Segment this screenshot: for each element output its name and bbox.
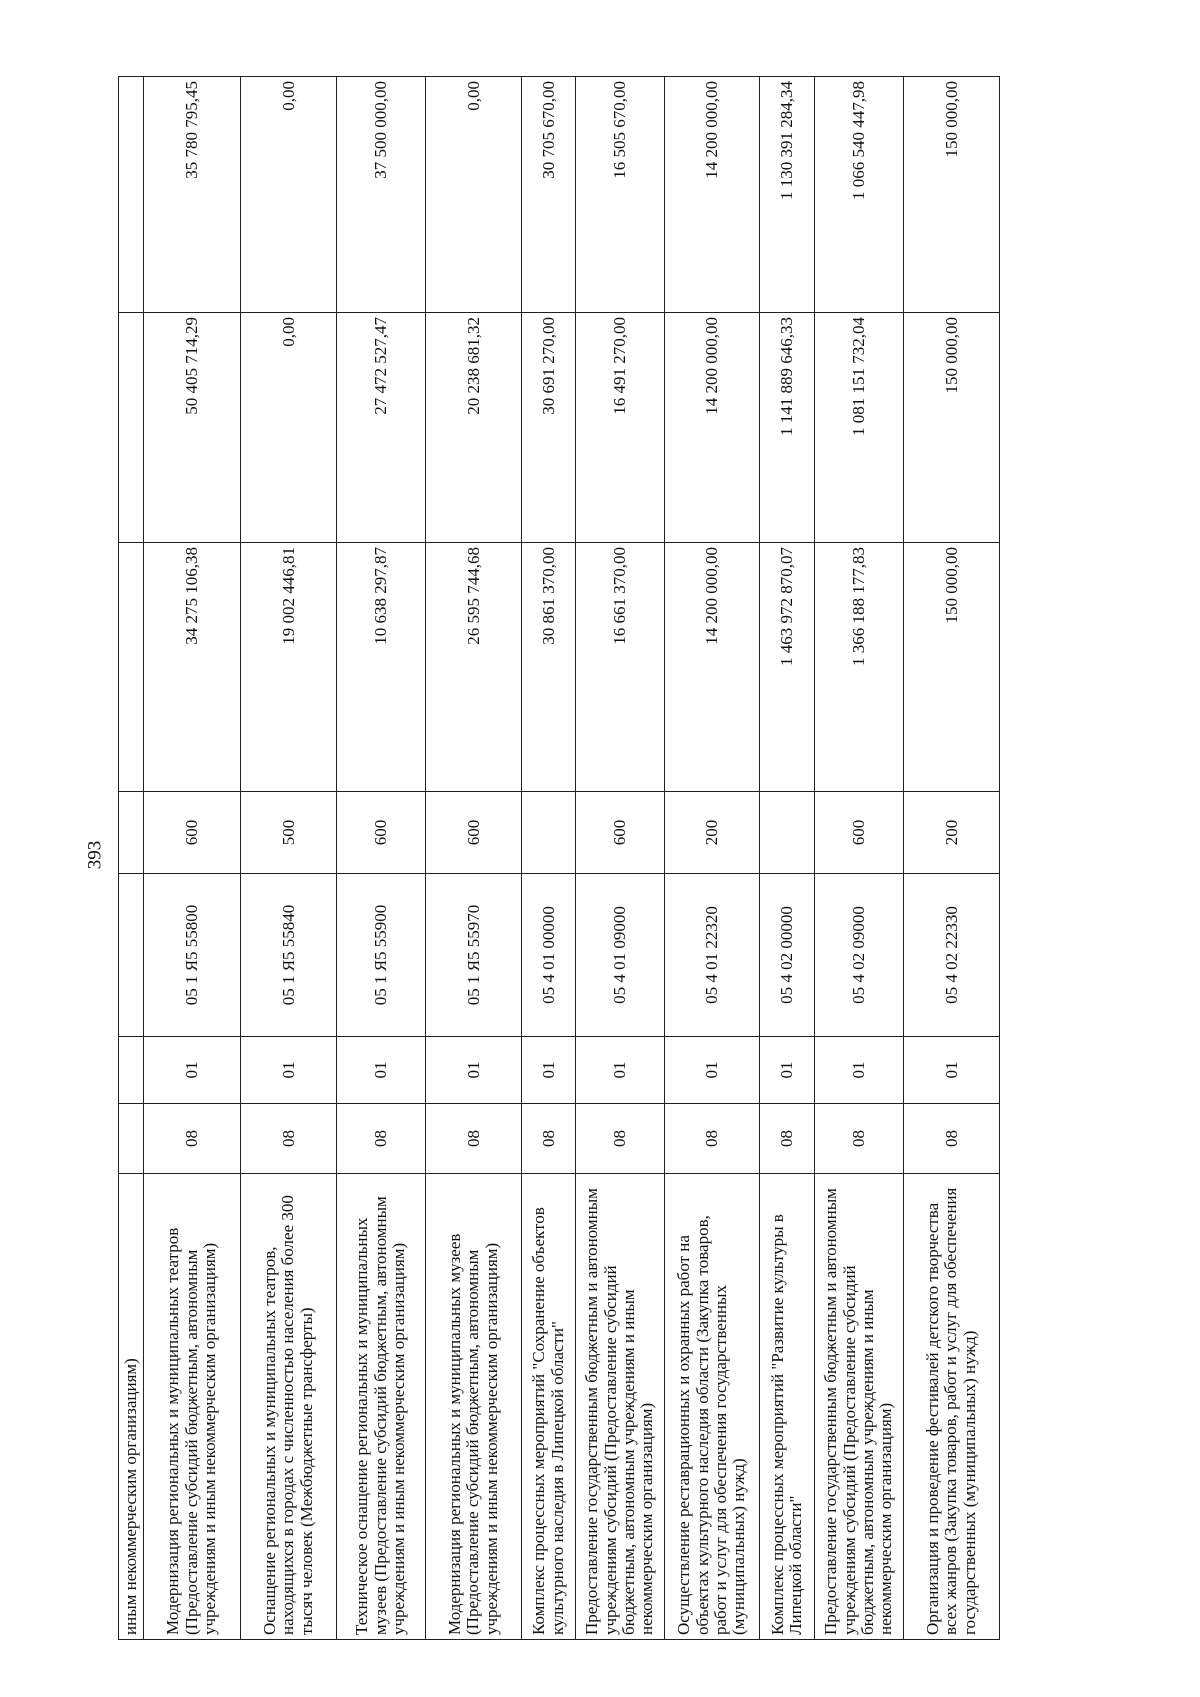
section-code-cell: 08	[522, 1104, 576, 1174]
target-article-cell: 05 4 02 00000	[760, 874, 815, 1037]
amount-year3-cell: 14 200 000,00	[665, 77, 760, 313]
empty-cell	[119, 77, 144, 313]
table-row	[904, 77, 1000, 1640]
expense-name-cell: Предоставление государственным бюджетным и автономным учреждениям субсидий (Предоставление субсидий бюджетным, автономным учреждениям и иным некоммерческим организациям)	[576, 1174, 665, 1640]
target-article-cell: 05 1 Я5 55900	[337, 874, 426, 1037]
amount-year2-cell: 150 000,00	[904, 313, 1000, 543]
target-article-cell: 05 4 02 09000	[815, 874, 904, 1037]
section-code-cell: 08	[904, 1104, 1000, 1174]
expense-type-cell: 500	[241, 792, 337, 874]
empty-cell	[119, 1037, 144, 1104]
table-row-continuation	[119, 77, 144, 1640]
table-row	[576, 77, 665, 1640]
expense-type-cell: 200	[665, 792, 760, 874]
expense-type-cell: 600	[576, 792, 665, 874]
amount-year2-cell: 1 081 151 732,04	[815, 313, 904, 543]
subsection-code-cell: 01	[815, 1037, 904, 1104]
subsection-code-cell: 01	[241, 1037, 337, 1104]
expense-type-cell: 600	[426, 792, 522, 874]
amount-year3-cell: 0,00	[426, 77, 522, 313]
amount-year3-cell: 0,00	[241, 77, 337, 313]
empty-cell	[119, 792, 144, 874]
expense-type-cell	[760, 792, 815, 874]
page-number	[80, 835, 110, 875]
amount-year2-cell: 16 491 270,00	[576, 313, 665, 543]
expense-name-cell: Организация и проведение фестивалей детского творчества всех жанров (Закупка товаров, работ и услуг для обеспечения государственных (муниципальных) нужд)	[904, 1174, 1000, 1640]
table-row	[426, 77, 522, 1640]
target-article-cell: 05 4 01 09000	[576, 874, 665, 1037]
expense-type-cell	[522, 792, 576, 874]
table-row	[144, 77, 241, 1640]
amount-year1-cell: 14 200 000,00	[665, 543, 760, 792]
amount-year1-cell: 30 861 370,00	[522, 543, 576, 792]
target-article-cell: 05 4 01 00000	[522, 874, 576, 1037]
target-article-cell: 05 4 01 22320	[665, 874, 760, 1037]
amount-year1-cell: 10 638 297,87	[337, 543, 426, 792]
amount-year2-cell: 14 200 000,00	[665, 313, 760, 543]
table-row	[241, 77, 337, 1640]
table-body	[119, 77, 1000, 1640]
expense-name-cell: Осуществление реставрационных и охранных работ на объектах культурного наследия области (Закупка товаров, работ и услуг для обеспечения государственных (муниципальных) нужд)	[665, 1174, 760, 1640]
table-row	[522, 77, 576, 1640]
table-row	[760, 77, 815, 1640]
amount-year1-cell: 16 661 370,00	[576, 543, 665, 792]
subsection-code-cell: 01	[760, 1037, 815, 1104]
section-code-cell: 08	[815, 1104, 904, 1174]
amount-year2-cell: 0,00	[241, 313, 337, 543]
empty-cell	[119, 313, 144, 543]
amount-year3-cell: 37 500 000,00	[337, 77, 426, 313]
page-number-text: 393	[84, 840, 105, 870]
section-code-cell: 08	[241, 1104, 337, 1174]
empty-cell	[119, 874, 144, 1037]
subsection-code-cell: 01	[522, 1037, 576, 1104]
amount-year2-cell: 30 691 270,00	[522, 313, 576, 543]
expense-type-cell: 600	[815, 792, 904, 874]
target-article-cell: 05 1 Я5 55970	[426, 874, 522, 1037]
section-code-cell: 08	[337, 1104, 426, 1174]
rotated-table-wrapper	[118, 77, 990, 1640]
expense-name-cell: Модернизация региональных и муниципальных музеев (Предоставление субсидий бюджетным, автономным учреждениям и иным некоммерческим организациям)	[426, 1174, 522, 1640]
amount-year1-cell: 26 595 744,68	[426, 543, 522, 792]
expense-name-cell: Техническое оснащение региональных и муниципальных музеев (Предоставление субсидий бюджетным, автономным учреждениям и иным некоммерческим организациям)	[337, 1174, 426, 1640]
expense-name-cell: Модернизация региональных и муниципальных театров (Предоставление субсидий бюджетным, автономным учреждениям и иным некоммерческим организациям)	[144, 1174, 241, 1640]
section-code-cell: 08	[665, 1104, 760, 1174]
amount-year3-cell: 35 780 795,45	[144, 77, 241, 313]
empty-cell	[119, 543, 144, 792]
amount-year2-cell: 27 472 527,47	[337, 313, 426, 543]
table-row	[665, 77, 760, 1640]
target-article-cell: 05 4 02 22330	[904, 874, 1000, 1037]
subsection-code-cell: 01	[665, 1037, 760, 1104]
table-row	[337, 77, 426, 1640]
table-row	[815, 77, 904, 1640]
amount-year3-cell: 16 505 670,00	[576, 77, 665, 313]
amount-year1-cell: 1 463 972 870,07	[760, 543, 815, 792]
section-code-cell: 08	[144, 1104, 241, 1174]
amount-year3-cell: 1 130 391 284,34	[760, 77, 815, 313]
target-article-cell: 05 1 Я5 55800	[144, 874, 241, 1037]
subsection-code-cell: 01	[576, 1037, 665, 1104]
empty-cell	[119, 1104, 144, 1174]
section-code-cell: 08	[426, 1104, 522, 1174]
budget-table	[118, 76, 1000, 1640]
amount-year2-cell: 50 405 714,29	[144, 313, 241, 543]
expense-name-cell: Комплекс процессных мероприятий "Сохранение объектов культурного наследия в Липецкой области"	[522, 1174, 576, 1640]
expense-type-cell: 600	[337, 792, 426, 874]
expense-name-cell: Предоставление государственным бюджетным и автономным учреждениям субсидий (Предоставление субсидий бюджетным, автономным учреждениям и иным некоммерческим организациям)	[815, 1174, 904, 1640]
subsection-code-cell: 01	[337, 1037, 426, 1104]
amount-year2-cell: 1 141 889 646,33	[760, 313, 815, 543]
amount-year3-cell: 1 066 540 447,98	[815, 77, 904, 313]
amount-year2-cell: 20 238 681,32	[426, 313, 522, 543]
expense-name-cell: Оснащение региональных и муниципальных театров, находящихся в городах с численностью населения более 300 тысяч человек (Межбюджетные трансферты)	[241, 1174, 337, 1640]
subsection-code-cell: 01	[144, 1037, 241, 1104]
section-code-cell: 08	[760, 1104, 815, 1174]
subsection-code-cell: 01	[426, 1037, 522, 1104]
section-code-cell: 08	[576, 1104, 665, 1174]
subsection-code-cell: 01	[904, 1037, 1000, 1104]
expense-name-cell: иным некоммерческим организациям)	[119, 1174, 144, 1640]
expense-type-cell: 600	[144, 792, 241, 874]
amount-year3-cell: 150 000,00	[904, 77, 1000, 313]
amount-year1-cell: 34 275 106,38	[144, 543, 241, 792]
expense-name-cell: Комплекс процессных мероприятий "Развитие культуры в Липецкой области"	[760, 1174, 815, 1640]
target-article-cell: 05 1 Я5 55840	[241, 874, 337, 1037]
amount-year1-cell: 19 002 446,81	[241, 543, 337, 792]
expense-type-cell: 200	[904, 792, 1000, 874]
amount-year1-cell: 1 366 188 177,83	[815, 543, 904, 792]
amount-year1-cell: 150 000,00	[904, 543, 1000, 792]
amount-year3-cell: 30 705 670,00	[522, 77, 576, 313]
